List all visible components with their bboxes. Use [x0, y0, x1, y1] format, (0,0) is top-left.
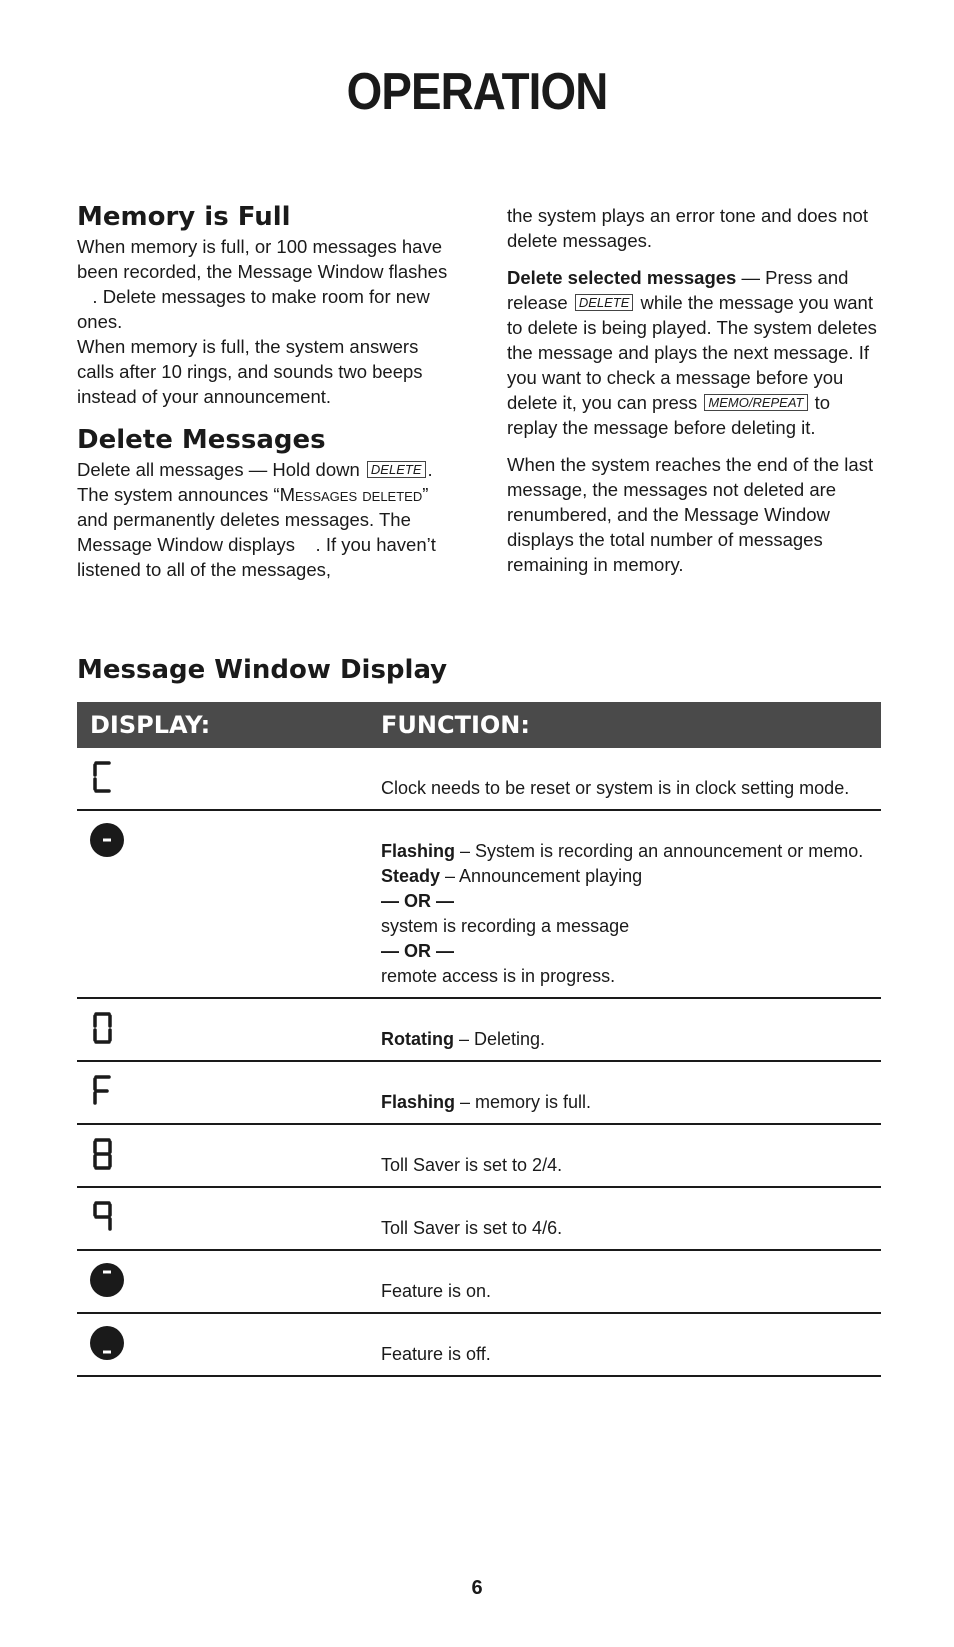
function-text: system is recording a message [381, 916, 630, 936]
page-number: 6 [471, 1577, 483, 1599]
delete-all-paragraph [77, 457, 457, 582]
delete-key-label: DELETE [367, 461, 426, 478]
function-cell: Toll Saver is set to 4/6. [381, 1218, 563, 1238]
memory-full-paragraph-1 [77, 234, 457, 334]
function-cell: Feature is off. [381, 1344, 491, 1364]
steady-label: Steady [381, 866, 441, 886]
delete-all-text-d: ” and permanently deletes messages. The Message Window displays [77, 484, 429, 555]
left-column [77, 200, 457, 582]
memory-full-heading: Memory is Full [77, 202, 291, 232]
segment-f-icon [90, 1074, 116, 1108]
dot-dash-top-icon [90, 1263, 124, 1297]
table-row [77, 748, 881, 811]
delete-selected-text-a: — Press and release [507, 267, 849, 313]
dot-dash-middle-icon [90, 823, 124, 857]
segment-0-icon [90, 1011, 116, 1045]
rotating-label: Rotating [381, 1029, 454, 1049]
function-cell [381, 999, 881, 1060]
message-window-table [77, 702, 881, 1377]
delete-all-text-a: Delete all messages — Hold down [77, 459, 360, 480]
end-of-messages-paragraph: When the system reaches the end of the last message, the messages not deleted are renumbered, and the Message Window displays the total number of messages remaining in memory. [507, 454, 874, 575]
segment-c-icon [90, 760, 116, 794]
table-row [77, 999, 881, 1062]
function-cell [381, 811, 881, 997]
function-text: – Deleting. [453, 1029, 546, 1049]
table-row [77, 1125, 881, 1188]
delete-key-label-2: DELETE [575, 294, 634, 311]
delete-selected-text-b: while the message you want to delete is being played. The system deletes the message and plays the next message. If you want to check a message before you delete it, you can press [507, 292, 877, 413]
memo-repeat-key-label: MEMO/REPEAT [704, 394, 807, 411]
memory-full-text-b: . Delete messages to make room for new ones. [77, 286, 430, 332]
memory-full-text-a: When memory is full, or 100 messages have been recorded, the Message Window flashes [77, 236, 448, 282]
announcement-text: Messages deleted [279, 484, 423, 505]
delete-all-text-e: . If you haven’t listened to all of the messages, [77, 534, 436, 580]
table-row [77, 1251, 881, 1314]
delete-all-continued: the system plays an error tone and does not delete messages. [507, 205, 868, 251]
function-column-header: FUNCTION: [381, 711, 530, 739]
function-text: – Announcement playing [440, 866, 643, 886]
table-row [77, 811, 881, 999]
function-cell [381, 1062, 881, 1123]
delete-messages-heading: Delete Messages [77, 425, 326, 455]
flashing-label: Flashing [381, 1092, 456, 1112]
memory-full-paragraph-2: When memory is full, the system answers calls after 10 rings, and sounds two beeps instead of your announcement. [77, 336, 423, 407]
display-blank [300, 534, 310, 555]
message-window-blank [77, 286, 87, 307]
function-text: – memory is full. [455, 1092, 592, 1112]
segment-8-icon [90, 1137, 116, 1171]
or-separator: — OR — [381, 941, 455, 961]
delete-selected-label: Delete selected messages [507, 267, 737, 288]
delete-selected-text-c: to replay the message before deleting it. [507, 392, 831, 438]
function-text: – System is recording an announcement or memo. [455, 841, 864, 861]
table-row [77, 1188, 881, 1251]
flashing-label: Flashing [381, 841, 456, 861]
delete-all-text-b: . [427, 459, 433, 480]
dot-dash-bottom-icon [90, 1326, 124, 1360]
function-cell: Feature is on. [381, 1281, 492, 1301]
function-cell: Toll Saver is set to 2/4. [381, 1155, 563, 1175]
table-row [77, 1062, 881, 1125]
function-text: remote access is in progress. [381, 966, 616, 986]
table-row [77, 1314, 881, 1377]
segment-9-icon [90, 1200, 116, 1234]
right-column [507, 203, 885, 589]
page-title: OPERATION [346, 63, 608, 121]
delete-all-text-c: The system announces “ [77, 484, 280, 505]
table-header [77, 702, 881, 748]
or-separator: — OR — [381, 891, 455, 911]
function-cell: Clock needs to be reset or system is in clock setting mode. [381, 778, 850, 798]
message-window-display-title: Message Window Display [77, 655, 448, 685]
delete-selected-paragraph [507, 265, 885, 440]
display-column-header: DISPLAY: [90, 711, 211, 739]
